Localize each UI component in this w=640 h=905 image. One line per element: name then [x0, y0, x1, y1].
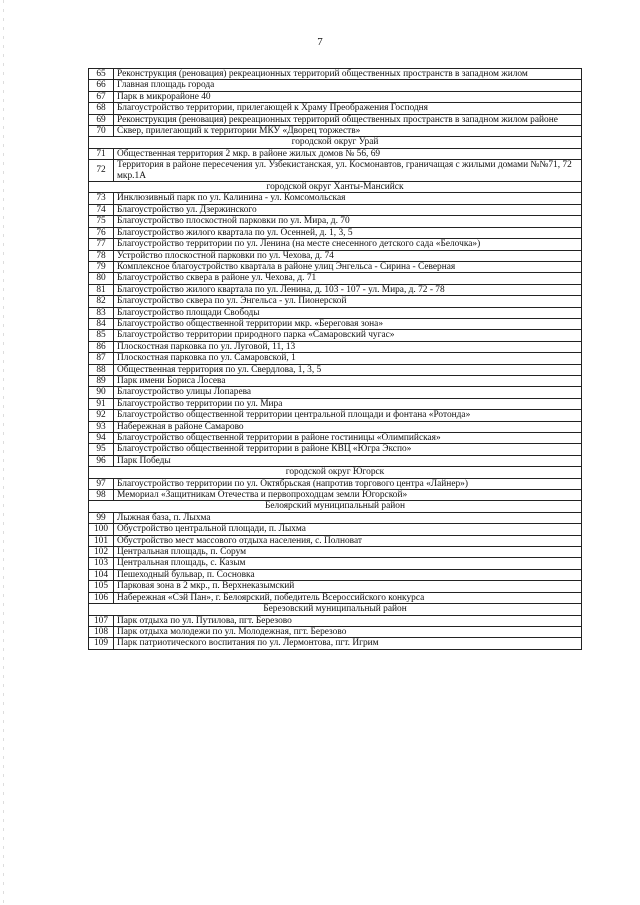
territories-table	[88, 68, 582, 650]
table-row	[89, 455, 582, 466]
row-number: 67	[89, 91, 114, 102]
region-name: городской округ Югорск	[89, 467, 582, 478]
row-number: 65	[89, 69, 114, 80]
table-row	[89, 433, 582, 444]
row-number: 74	[89, 204, 114, 215]
row-number: 83	[89, 307, 114, 318]
row-description: Благоустройство общественной территории в районе гостиницы «Олимпийская»	[114, 433, 582, 444]
row-description: Лыжная база, п. Лыхма	[114, 512, 582, 523]
row-number: 79	[89, 261, 114, 272]
row-description: Благоустройство общественной территории центральной площади и фонтана «Ротонда»	[114, 410, 582, 421]
region-name: городской округ Урай	[89, 137, 582, 148]
table-row	[89, 80, 582, 91]
row-number: 66	[89, 80, 114, 91]
region-header-row	[89, 604, 582, 615]
row-description: Территория в районе пересечения ул. Узбекистанская, ул. Космонавтов, граничащая с жилыми домами №№71, 72 мкр.1А	[114, 160, 582, 182]
row-description: Благоустройство улицы Лопарева	[114, 387, 582, 398]
row-number: 97	[89, 478, 114, 489]
table-row	[89, 216, 582, 227]
table-row	[89, 318, 582, 329]
row-description: Пешеходный бульвар, п. Сосновка	[114, 569, 582, 580]
row-description: Устройство плоскостной парковки по ул. Чехова, д. 74	[114, 250, 582, 261]
table-row	[89, 421, 582, 432]
row-number: 107	[89, 615, 114, 626]
row-number: 78	[89, 250, 114, 261]
row-number: 100	[89, 524, 114, 535]
row-number: 70	[89, 126, 114, 137]
row-description: Центральная площадь, п. Сорум	[114, 547, 582, 558]
row-number: 92	[89, 410, 114, 421]
table-row	[89, 250, 582, 261]
row-number: 93	[89, 421, 114, 432]
table-row	[89, 535, 582, 546]
table-row	[89, 160, 582, 182]
region-name: Березовский муниципальный район	[89, 604, 582, 615]
row-description: Центральная площадь, с. Казым	[114, 558, 582, 569]
region-header-row	[89, 182, 582, 193]
table-row	[89, 524, 582, 535]
row-number: 90	[89, 387, 114, 398]
region-header-row	[89, 467, 582, 478]
table-row	[89, 626, 582, 637]
row-number: 88	[89, 364, 114, 375]
table-row	[89, 581, 582, 592]
row-description: Комплексное благоустройство квартала в районе улиц Энгельса - Сирина - Северная	[114, 261, 582, 272]
table-row	[89, 569, 582, 580]
table-body	[89, 69, 582, 650]
row-description: Обустройство мест массового отдыха населения, с. Полноват	[114, 535, 582, 546]
row-description: Парковая зона в 2 мкр., п. Верхнеказымский	[114, 581, 582, 592]
row-description: Благоустройство сквера по ул. Энгельса - ул. Пионерской	[114, 296, 582, 307]
row-number: 86	[89, 341, 114, 352]
table-row	[89, 341, 582, 352]
row-description: Благоустройство территории по ул. Ленина (на месте снесенного детского сада «Белочка»)	[114, 239, 582, 250]
table-row	[89, 307, 582, 318]
row-description: Парк патриотического воспитания по ул. Лермонтова, пгт. Игрим	[114, 638, 582, 649]
page-number: 7	[317, 36, 323, 48]
scan-edge-mark	[3, 0, 4, 905]
table-row	[89, 375, 582, 386]
row-description: Благоустройство территории природного парка «Самаровский чугас»	[114, 330, 582, 341]
row-description: Благоустройство территории по ул. Октябрьская (напротив торгового центра «Лайнер»)	[114, 478, 582, 489]
table-row	[89, 444, 582, 455]
row-number: 105	[89, 581, 114, 592]
row-number: 81	[89, 284, 114, 295]
row-description: Благоустройство общественной территории мкр. «Береговая зона»	[114, 318, 582, 329]
row-number: 99	[89, 512, 114, 523]
table-row	[89, 261, 582, 272]
row-number: 82	[89, 296, 114, 307]
table-row	[89, 273, 582, 284]
row-description: Благоустройство территории, прилегающей к Храму Преображения Господня	[114, 103, 582, 114]
row-number: 77	[89, 239, 114, 250]
row-description: Благоустройство общественной территории в районе КВЦ «Югра Экспо»	[114, 444, 582, 455]
row-number: 68	[89, 103, 114, 114]
row-description: Сквер, прилегающий к территории МКУ «Дворец торжеств»	[114, 126, 582, 137]
row-description: Парк отдыха молодежи по ул. Молодежная, пгт. Березово	[114, 626, 582, 637]
row-number: 80	[89, 273, 114, 284]
table-row	[89, 239, 582, 250]
table-row	[89, 638, 582, 649]
row-number: 72	[89, 160, 114, 182]
row-number: 75	[89, 216, 114, 227]
table-row	[89, 615, 582, 626]
row-number: 95	[89, 444, 114, 455]
row-description: Реконструкция (реновация) рекреационных территорий общественных пространств в западном жилом районе	[114, 114, 582, 125]
row-description: Парк имени Бориса Лосева	[114, 375, 582, 386]
row-number: 84	[89, 318, 114, 329]
region-header-row	[89, 501, 582, 512]
row-number: 69	[89, 114, 114, 125]
row-number: 89	[89, 375, 114, 386]
row-number: 98	[89, 490, 114, 501]
row-description: Плоскостная парковка по ул. Самаровской, 1	[114, 353, 582, 364]
row-number: 106	[89, 592, 114, 603]
table-row	[89, 114, 582, 125]
table-row	[89, 69, 582, 80]
table-row	[89, 410, 582, 421]
row-number: 104	[89, 569, 114, 580]
row-description: Плоскостная парковка по ул. Луговой, 11, 13	[114, 341, 582, 352]
row-number: 103	[89, 558, 114, 569]
table-row	[89, 592, 582, 603]
table-row	[89, 227, 582, 238]
row-number: 73	[89, 193, 114, 204]
table-row	[89, 126, 582, 137]
region-name: Белоярский муниципальный район	[89, 501, 582, 512]
row-number: 87	[89, 353, 114, 364]
row-number: 94	[89, 433, 114, 444]
table-row	[89, 193, 582, 204]
row-description: Благоустройство жилого квартала по ул. Осенней, д. 1, 3, 5	[114, 227, 582, 238]
row-number: 71	[89, 148, 114, 159]
row-description: Благоустройство территории по ул. Мира	[114, 398, 582, 409]
row-number: 85	[89, 330, 114, 341]
row-description: Парк отдыха по ул. Путилова, пгт. Березово	[114, 615, 582, 626]
table-row	[89, 148, 582, 159]
table-row	[89, 296, 582, 307]
table-row	[89, 91, 582, 102]
row-description: Реконструкция (реновация) рекреационных территорий общественных пространств в западном жилом	[114, 69, 582, 80]
row-description: Главная площадь города	[114, 80, 582, 91]
table-row	[89, 204, 582, 215]
table-row	[89, 512, 582, 523]
row-description: Благоустройство ул. Дзержинского	[114, 204, 582, 215]
table-row	[89, 547, 582, 558]
table-row	[89, 103, 582, 114]
table-row	[89, 558, 582, 569]
row-number: 101	[89, 535, 114, 546]
table-row	[89, 478, 582, 489]
row-number: 76	[89, 227, 114, 238]
row-description: Инклюзивный парк по ул. Калинина - ул. Комсомольская	[114, 193, 582, 204]
row-number: 109	[89, 638, 114, 649]
table-row	[89, 284, 582, 295]
row-description: Общественная территория 2 мкр. в районе жилых домов № 56, 69	[114, 148, 582, 159]
row-description: Парк в микрорайоне 40	[114, 91, 582, 102]
table-row	[89, 353, 582, 364]
row-description: Мемориал «Защитникам Отечества и первопроходцам земли Югорской»	[114, 490, 582, 501]
row-description: Набережная «Сэй Пан», г. Белоярский, победитель Всероссийского конкурса	[114, 592, 582, 603]
row-number: 91	[89, 398, 114, 409]
row-description: Обустройство центральной площади, п. Лыхма	[114, 524, 582, 535]
row-description: Благоустройство жилого квартала по ул. Ленина, д. 103 - 107 - ул. Мира, д. 72 - 78	[114, 284, 582, 295]
region-name: городской округ Ханты-Мансийск	[89, 182, 582, 193]
table-row	[89, 398, 582, 409]
row-description: Набережная в районе Самарово	[114, 421, 582, 432]
row-description: Благоустройство площади Свободы	[114, 307, 582, 318]
row-description: Парк Победы	[114, 455, 582, 466]
row-description: Общественная территория по ул. Свердлова, 1, 3, 5	[114, 364, 582, 375]
table-row	[89, 330, 582, 341]
table-row	[89, 387, 582, 398]
row-description: Благоустройство плоскостной парковки по ул. Мира, д. 70	[114, 216, 582, 227]
region-header-row	[89, 137, 582, 148]
row-number: 102	[89, 547, 114, 558]
row-number: 96	[89, 455, 114, 466]
row-description: Благоустройство сквера в районе ул. Чехова, д. 71	[114, 273, 582, 284]
table-row	[89, 490, 582, 501]
row-number: 108	[89, 626, 114, 637]
table-row	[89, 364, 582, 375]
